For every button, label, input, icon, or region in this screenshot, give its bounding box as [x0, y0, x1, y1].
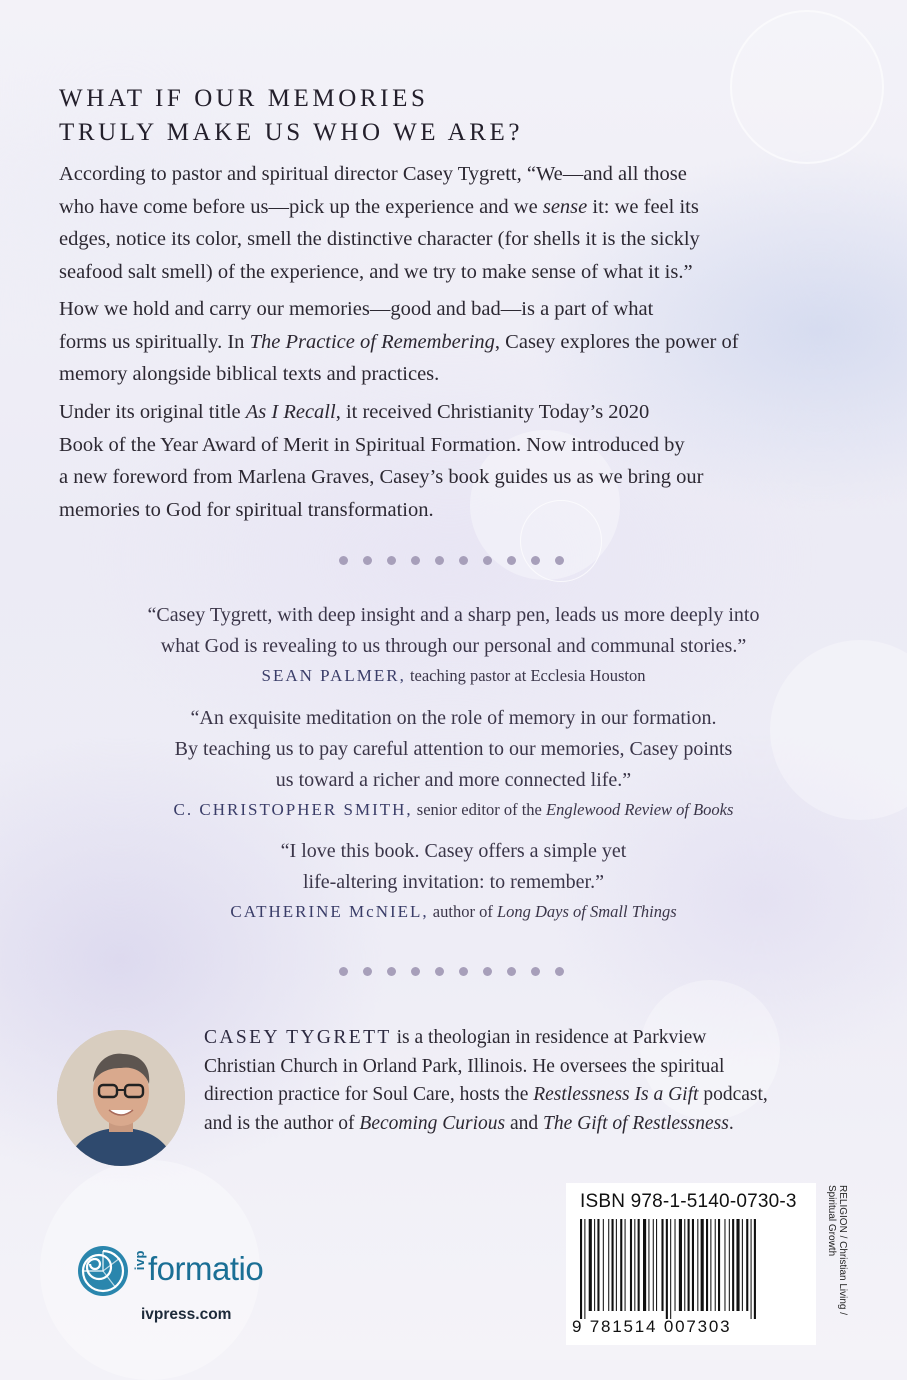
- endorser-name: CATHERINE McNIEL,: [230, 902, 429, 921]
- imprint-prefix: ivp: [132, 1250, 147, 1271]
- quote-line: us toward a richer and more connected life.”: [275, 769, 632, 791]
- text-line: According to pastor and spiritual director Casey Tygrett, “We—and all those: [59, 163, 687, 185]
- text-line: memory alongside biblical texts and practices.: [59, 363, 440, 385]
- cover-heading: [59, 82, 523, 150]
- barcode: [580, 1219, 802, 1319]
- bokeh-circle: [730, 10, 884, 164]
- text-run: Under its original title: [59, 401, 246, 423]
- publisher-website: ivpress.com: [141, 1306, 232, 1323]
- endorser-role: senior editor of the: [412, 800, 547, 819]
- quote-line: “Casey Tygrett, with deep insight and a sharp pen, leads us more deeply into: [147, 604, 760, 626]
- text-line: [59, 396, 859, 429]
- text-line: [204, 1110, 864, 1139]
- barcode-digits: 9 781514 007303: [572, 1317, 732, 1336]
- text-run: , it received Christianity Today’s 2020: [335, 401, 650, 423]
- text-run: and: [505, 1112, 544, 1134]
- author-name: CASEY TYGRETT: [204, 1027, 392, 1048]
- endorser-name: SEAN PALMER,: [261, 666, 406, 685]
- book-title: The Practice of Remembering: [249, 330, 495, 353]
- book-title: As I Recall: [245, 401, 336, 423]
- text-line: Christian Church in Orland Park, Illinois. He oversees the spiritual: [204, 1055, 725, 1077]
- book-title: Becoming Curious: [359, 1112, 506, 1134]
- text-run: podcast,: [698, 1084, 768, 1105]
- endorser-work: Long Days of Small Things: [496, 902, 677, 921]
- text-line: [59, 326, 859, 359]
- endorser-role: author of: [428, 902, 497, 921]
- book-title: The Gift of Restlessness: [543, 1112, 729, 1134]
- text-line: Book of the Year Award of Merit in Spiritual Formation. Now introduced by: [59, 433, 685, 456]
- text-run: who have come before us—pick up the experience and we: [59, 195, 543, 218]
- text-run: is a theologian in residence at Parkview: [391, 1027, 707, 1048]
- quote-line: “An exquisite meditation on the role of memory in our formation.: [190, 707, 717, 729]
- podcast-title: Restlessness Is a Gift: [533, 1084, 699, 1105]
- text-run: forms us spiritually. In: [59, 330, 250, 353]
- endorsement-attribution: [0, 898, 907, 926]
- description-paragraph-2: [59, 293, 859, 391]
- text-run: it: we feel its: [587, 195, 699, 218]
- description-paragraph-3: [59, 396, 859, 526]
- quote-line: By teaching us to pay careful attention to our memories, Casey points: [174, 738, 733, 760]
- text-run: .: [728, 1112, 734, 1134]
- category-label: [822, 1185, 848, 1345]
- text-line: How we hold and carry our memories—good and bad—is a part of what: [59, 298, 654, 320]
- italic-run: sense: [542, 195, 588, 218]
- category-line: RELIGION / Christian Living /: [837, 1185, 848, 1316]
- author-bio: [204, 1024, 864, 1138]
- nautilus-icon: [76, 1244, 130, 1298]
- category-line: Spiritual Growth: [826, 1185, 837, 1257]
- endorsement: [0, 836, 907, 926]
- quote-line: life-altering invitation: to remember.”: [302, 871, 604, 893]
- endorser-role: teaching pastor at Ecclesia Houston: [405, 666, 646, 685]
- heading-line: WHAT IF OUR MEMORIES: [59, 85, 429, 112]
- text-line: [204, 1024, 864, 1053]
- endorsement: [0, 600, 907, 690]
- quote-line: “I love this book. Casey offers a simple yet: [280, 840, 627, 862]
- text-run: and is the author of: [204, 1112, 360, 1134]
- dot-divider: [339, 967, 564, 976]
- description-paragraph-1: [59, 158, 859, 288]
- endorser-name: C. CHRISTOPHER SMITH,: [173, 800, 413, 819]
- dot-divider: [339, 556, 564, 565]
- text-line: [204, 1081, 864, 1110]
- text-line: edges, notice its color, smell the distinctive character (for shells it is the sickly: [59, 228, 700, 250]
- text-run: direction practice for Soul Care, hosts the: [204, 1084, 534, 1105]
- endorsement: [0, 703, 907, 824]
- isbn-barcode-box: [566, 1183, 816, 1345]
- text-line: a new foreword from Marlena Graves, Casey’s book guides us as we bring our: [59, 466, 704, 488]
- imprint-name: formatio: [148, 1250, 264, 1287]
- endorser-work: Englewood Review of Books: [546, 800, 734, 819]
- endorsement-attribution: [0, 796, 907, 824]
- text-line: [59, 191, 859, 224]
- isbn-label: ISBN 978-1-5140-0730-3: [580, 1191, 797, 1212]
- quote-line: what God is revealing to us through our personal and communal stories.”: [160, 635, 747, 657]
- author-photo: [57, 1030, 185, 1166]
- heading-line: TRULY MAKE US WHO WE ARE?: [59, 119, 524, 146]
- publisher-logo: [76, 1244, 286, 1304]
- text-line: seafood salt smell) of the experience, and we try to make sense of what it is.”: [59, 260, 693, 283]
- endorsement-attribution: [0, 662, 907, 690]
- text-run: , Casey explores the power of: [494, 330, 739, 353]
- text-line: memories to God for spiritual transformation.: [59, 498, 434, 521]
